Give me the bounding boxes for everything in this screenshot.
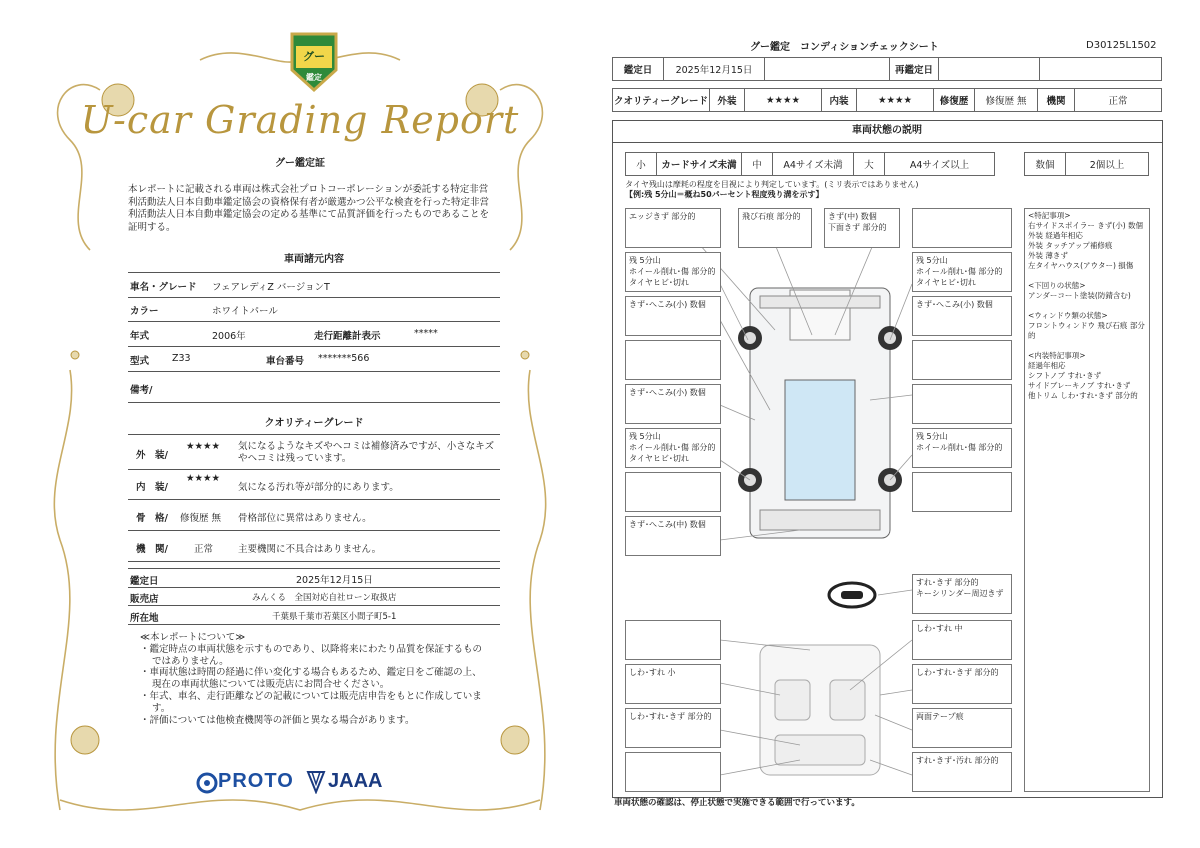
spec-name-value: フェアレディZ バージョンT <box>212 282 330 293</box>
condition-box: きず･へこみ(小) 数個 <box>625 296 721 336</box>
engine-label: 機関 <box>1038 89 1075 112</box>
condition-box <box>625 752 721 792</box>
legend-large-desc: A4サイズ以上 <box>885 153 995 176</box>
grade-label: クオリティーグレード <box>613 89 710 112</box>
quality-frame-text: 骨格部位に異常はありません。 <box>238 513 372 524</box>
report-notes <box>140 632 490 726</box>
address-label: 所在地 <box>130 613 159 624</box>
special-notes-box: <特記事項> 右サイドスポイラー きず(小) 数個 外装 経過年相応 外装 タッチアップ補修痕 外装 薄きず 左タイヤハウス(アウター) 損傷 <下回りの状態> アンダーコート塗装(防錆含む) <ウィンドウ類の状態> フロントウィンドウ 飛び石痕 部分的 <内装特記事項> 経過年相応 シフトノブ すれ･きず サイドブレーキノブ すれ･きず 他トリム しわ･すれ･きず 部分的 <box>1024 208 1150 792</box>
condition-box: 飛び石痕 部分的 <box>738 208 812 248</box>
condition-box: 残 5分山 ホイール削れ･傷 部分的 タイヤヒビ･切れ <box>625 252 721 292</box>
condition-box: すれ･きず 部分的 キーシリンダー周辺きず <box>912 574 1012 614</box>
jaaa-logo-icon <box>306 770 326 794</box>
certificate-statement: 本レポートに記載される車両は株式会社プロトコーポレーションが委託する特定非営利活動法人日本自動車鑑定協会の資格保有者が厳選かつ公平な検査を行った特定非営利活動法人日本自動車鑑定協会の定める基準にて品質評価を行ったものであることを証明する。 <box>128 184 490 233</box>
spec-name-label: 車名・グレード <box>130 282 197 293</box>
condition-box: しわ･すれ 中 <box>912 620 1012 660</box>
quality-exterior-text: 気になるようなキズやヘコミは補修済みですが、小さなキズやヘコミは残っています。 <box>238 441 495 464</box>
quality-engine-text: 主要機関に不具合はありません。 <box>238 544 382 555</box>
condition-box: 残 5分山 ホイール削れ･傷 部分的 タイヤヒビ･切れ <box>625 428 721 468</box>
condition-box: きず･へこみ(中) 数個 <box>625 516 721 556</box>
date-label: 鑑定日 <box>613 58 664 81</box>
legend-count-desc: 2個以上 <box>1066 153 1149 176</box>
spec-model-value: Z33 <box>172 353 191 364</box>
appraisal-date-label: 鑑定日 <box>130 576 159 587</box>
note-item: ・年式、車名、走行距離などの記載については販売店申告をもとに作成しています。 <box>140 690 482 714</box>
spec-row-model <box>128 347 500 372</box>
certificate-title: グー鑑定証 <box>275 158 325 169</box>
script-title: U-car Grading Report <box>80 98 520 142</box>
condition-box: きず(中) 数個 下面きず 部分的 <box>824 208 900 248</box>
spec-row-color <box>128 297 500 322</box>
condition-box: エッジきず 部分的 <box>625 208 721 248</box>
condition-box: しわ･すれ･きず 部分的 <box>625 708 721 748</box>
quality-engine-label: 機 関/ <box>136 544 168 555</box>
spec-row-year <box>128 322 500 347</box>
svg-text:グー: グー <box>303 50 325 63</box>
quality-interior-label: 内 装/ <box>136 482 168 493</box>
quality-frame-label: 骨 格/ <box>136 513 168 524</box>
address-row <box>128 606 500 625</box>
condition-box: しわ･すれ 小 <box>625 664 721 704</box>
legend-count: 数個 <box>1025 153 1066 176</box>
spec-model-label: 型式 <box>130 356 150 367</box>
int-stars: ★★★★ <box>857 89 934 112</box>
quality-engine-value: 正常 <box>194 544 214 555</box>
tire-note-2: 【例:残 5分山＝概ね50パーセント程度残り溝を示す】 <box>625 190 824 199</box>
proto-logo-text: PROTO <box>218 770 294 792</box>
legend-mid-desc: A4サイズ未満 <box>773 153 854 176</box>
condition-box: きず･へこみ(小) 数個 <box>912 296 1012 336</box>
sheet-code: D30125L1502 <box>1086 40 1157 51</box>
quality-frame-value: 修復歴 無 <box>180 513 222 524</box>
ext-label: 外装 <box>710 89 745 112</box>
note-item: ・評価については他検査機関等の評価と異なる場合があります。 <box>140 714 415 726</box>
quality-interior-text: 気になる汚れ等が部分的にあります。 <box>238 482 399 493</box>
quality-row-interior <box>128 469 500 500</box>
spec-row-name <box>128 272 500 298</box>
jaaa-logo-text: JAAA <box>328 770 383 792</box>
dealer-label: 販売店 <box>130 594 159 605</box>
appraisal-date-row <box>128 568 500 588</box>
spec-year-label: 年式 <box>130 331 150 342</box>
condition-box <box>912 208 1012 248</box>
condition-box <box>912 384 1012 424</box>
sheet-footer: 車両状態の確認は、停止状態で実施できる範囲で行っています。 <box>614 798 860 808</box>
int-label: 内装 <box>822 89 857 112</box>
condition-box: 残 5分山 ホイール削れ･傷 部分的 <box>912 428 1012 468</box>
ext-stars: ★★★★ <box>745 89 822 112</box>
condition-box: すれ･きず･汚れ 部分的 <box>912 752 1012 792</box>
spec-color-label: カラー <box>130 306 159 317</box>
spec-chassis-label: 車台番号 <box>266 356 305 367</box>
repair-value: 修復歴 無 <box>975 89 1038 112</box>
quality-exterior-label: 外 装/ <box>136 450 168 461</box>
spec-year-value: 2006年 <box>212 331 246 342</box>
note-item: ・鑑定時点の車両状態を示すものであり、以降将来にわたり品質を保証するものではありません。 <box>140 643 483 667</box>
legend-small: 小 <box>626 153 657 176</box>
legend-large: 大 <box>854 153 885 176</box>
redate-label: 再鑑定日 <box>890 58 939 81</box>
tire-note-1: タイヤ残山は摩耗の程度を目視により判定しています。(ミリ表示ではありません) <box>625 180 919 189</box>
appraisal-date-value: 2025年12月15日 <box>296 575 373 586</box>
condition-box <box>625 472 721 512</box>
spec-row-remarks <box>128 372 500 403</box>
condition-box: きず･へこみ(小) 数個 <box>625 384 721 424</box>
repair-label: 修復歴 <box>934 89 975 112</box>
condition-box <box>912 340 1012 380</box>
date-value: 2025年12月15日 <box>664 58 765 81</box>
condition-check-sheet <box>600 0 1200 848</box>
note-item: ・車両状態は時間の経過に伴い変化する場合もあるため、鑑定日をご確認の上、現在の車両状態については販売店にお問合せください。 <box>140 667 482 691</box>
condition-box <box>912 472 1012 512</box>
quality-row-frame <box>128 500 500 531</box>
quality-row-exterior <box>128 434 500 470</box>
dealer-row <box>128 587 500 606</box>
condition-box <box>625 340 721 380</box>
engine-value: 正常 <box>1075 89 1162 112</box>
spec-mileage-value: ***** <box>414 328 438 339</box>
quality-exterior-stars: ★★★★ <box>186 441 221 452</box>
quality-interior-stars: ★★★★ <box>186 473 221 484</box>
spec-remarks-label: 備考/ <box>130 385 153 396</box>
condition-box: しわ･すれ･きず 部分的 <box>912 664 1012 704</box>
spec-section-title: 車両諸元内容 <box>284 254 344 265</box>
legend-small-desc: カードサイズ未満 <box>657 153 742 176</box>
spec-color-value: ホワイトパール <box>212 306 278 317</box>
spec-mileage-label: 走行距離計表示 <box>314 331 381 342</box>
quality-row-engine <box>128 531 500 562</box>
condition-section-title: 車両状態の説明 <box>612 120 1162 143</box>
quality-section-title: クオリティーグレード <box>264 418 364 429</box>
spec-chassis-value: *******566 <box>318 353 370 364</box>
legend-mid: 中 <box>742 153 773 176</box>
dealer-value: みんくる 全国対応自社ローン取扱店 <box>252 593 397 603</box>
condition-box: 残 5分山 ホイール削れ･傷 部分的 タイヤヒビ･切れ <box>912 252 1012 292</box>
goo-kantei-badge <box>288 30 340 94</box>
svg-text:鑑定: 鑑定 <box>306 73 322 82</box>
proto-logo-icon <box>196 772 218 794</box>
condition-box <box>625 620 721 660</box>
condition-box: 両面テープ痕 <box>912 708 1012 748</box>
address-value: 千葉県千葉市若葉区小間子町5-1 <box>272 612 397 622</box>
sheet-title: グー鑑定 コンディションチェックシート <box>750 42 939 53</box>
notes-title: ≪本レポートについて≫ <box>140 632 246 643</box>
